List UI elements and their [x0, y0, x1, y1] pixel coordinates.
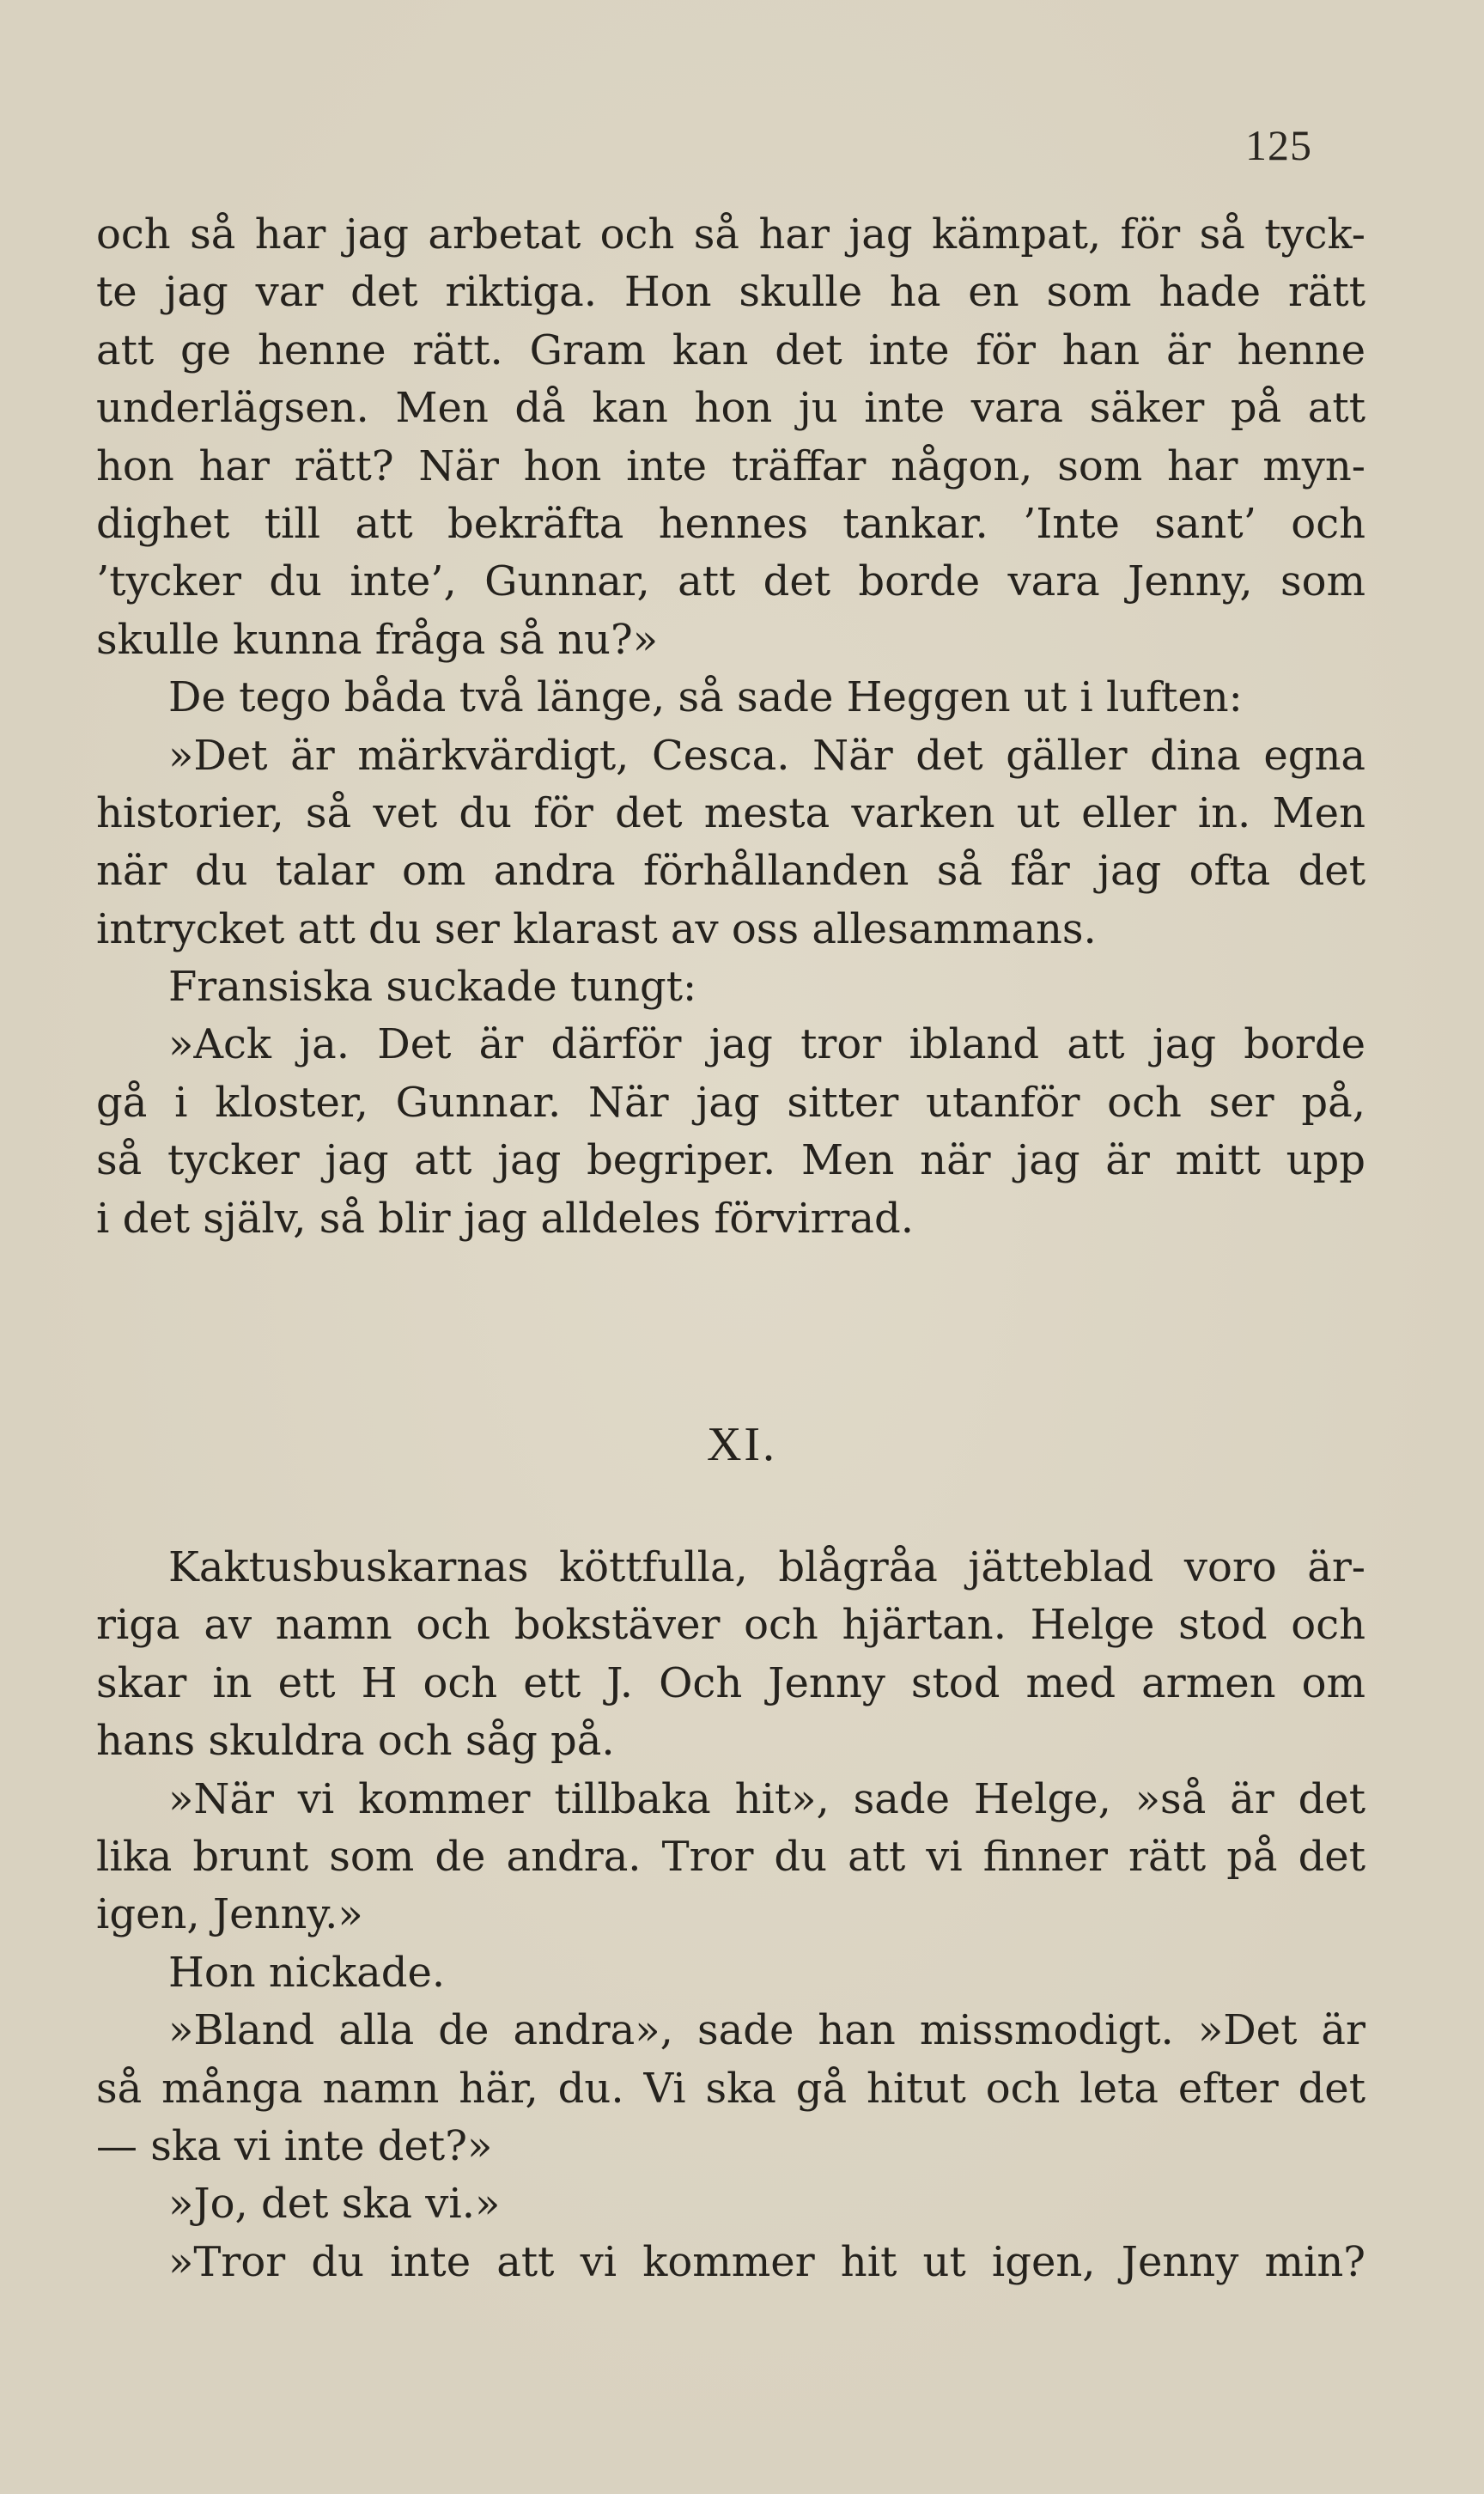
text-line: »Det är märkvärdigt, Cesca. När det gäller dina egna	[168, 731, 1365, 780]
text-line: och så har jag arbetat och så har jag kämpat, för så tyck-	[96, 210, 1365, 259]
text-line: igen, Jenny.»	[96, 1890, 363, 1939]
text-block-top	[96, 206, 1365, 1248]
text-line: Fransiska suckade tungt:	[168, 963, 697, 1012]
text-line: i det själv, så blir jag alldeles förvirrad.	[96, 1194, 915, 1243]
chapter-heading: XI.	[706, 1418, 778, 1471]
text-line: te jag var det riktiga. Hon skulle ha en som hade rätt	[96, 268, 1365, 317]
text-line: »När vi kommer tillbaka hit», sade Helge, »så är det	[168, 1774, 1365, 1823]
text-line: »Jo, det ska vi.»	[168, 2180, 501, 2229]
text-line: hans skuldra och såg på.	[96, 1717, 615, 1766]
page-number: 125	[1245, 121, 1312, 169]
text-line: riga av namn och bokstäver och hjärtan. Helge stod och	[96, 1601, 1365, 1650]
text-line: underlägsen. Men då kan hon ju inte vara säker på att	[96, 384, 1365, 433]
text-line: så tycker jag att jag begriper. Men när jag är mitt upp	[96, 1136, 1365, 1185]
text-line: »Ack ja. Det är därför jag tror ibland att jag borde	[168, 1020, 1365, 1069]
text-line: skar in ett H och ett J. Och Jenny stod med armen om	[96, 1658, 1365, 1707]
text-line: lika brunt som de andra. Tror du att vi finner rätt på det	[96, 1832, 1365, 1881]
text-line: Hon nickade.	[168, 1948, 446, 1997]
text-line: intrycket att du ser klarast av oss allesammans.	[96, 904, 1097, 953]
text-line: gå i kloster, Gunnar. När jag sitter utanför och ser på,	[96, 1078, 1365, 1127]
text-line: när du talar om andra förhållanden så får jag ofta det	[96, 847, 1365, 896]
text-line: — ska vi inte det?»	[96, 2121, 493, 2170]
text-line: skulle kunna fråga så nu?»	[96, 615, 659, 664]
text-line: hon har rätt? När hon inte träffar någon, som har myn-	[96, 441, 1365, 490]
text-line: så många namn här, du. Vi ska gå hitut och leta efter det	[96, 2064, 1365, 2113]
text-block-bottom	[96, 1539, 1365, 2291]
text-line: »Bland alla de andra», sade han missmodigt. »Det är	[168, 2006, 1365, 2055]
text-line: »Tror du inte att vi kommer hit ut igen, Jenny min?	[168, 2237, 1365, 2286]
text-line: ’tycker du inte’, Gunnar, att det borde vara Jenny, som	[96, 557, 1365, 606]
text-line: historier, så vet du för det mesta varken ut eller in. Men	[96, 788, 1365, 837]
text-line: dighet till att bekräfta hennes tankar. ’Inte sant’ och	[96, 499, 1365, 548]
text-line: att ge henne rätt. Gram kan det inte för han är henne	[96, 325, 1365, 374]
text-line: De tego båda två länge, så sade Heggen ut i luften:	[168, 673, 1243, 722]
text-line: Kaktusbuskarnas köttfulla, blågråa jätteblad voro är-	[168, 1543, 1365, 1591]
